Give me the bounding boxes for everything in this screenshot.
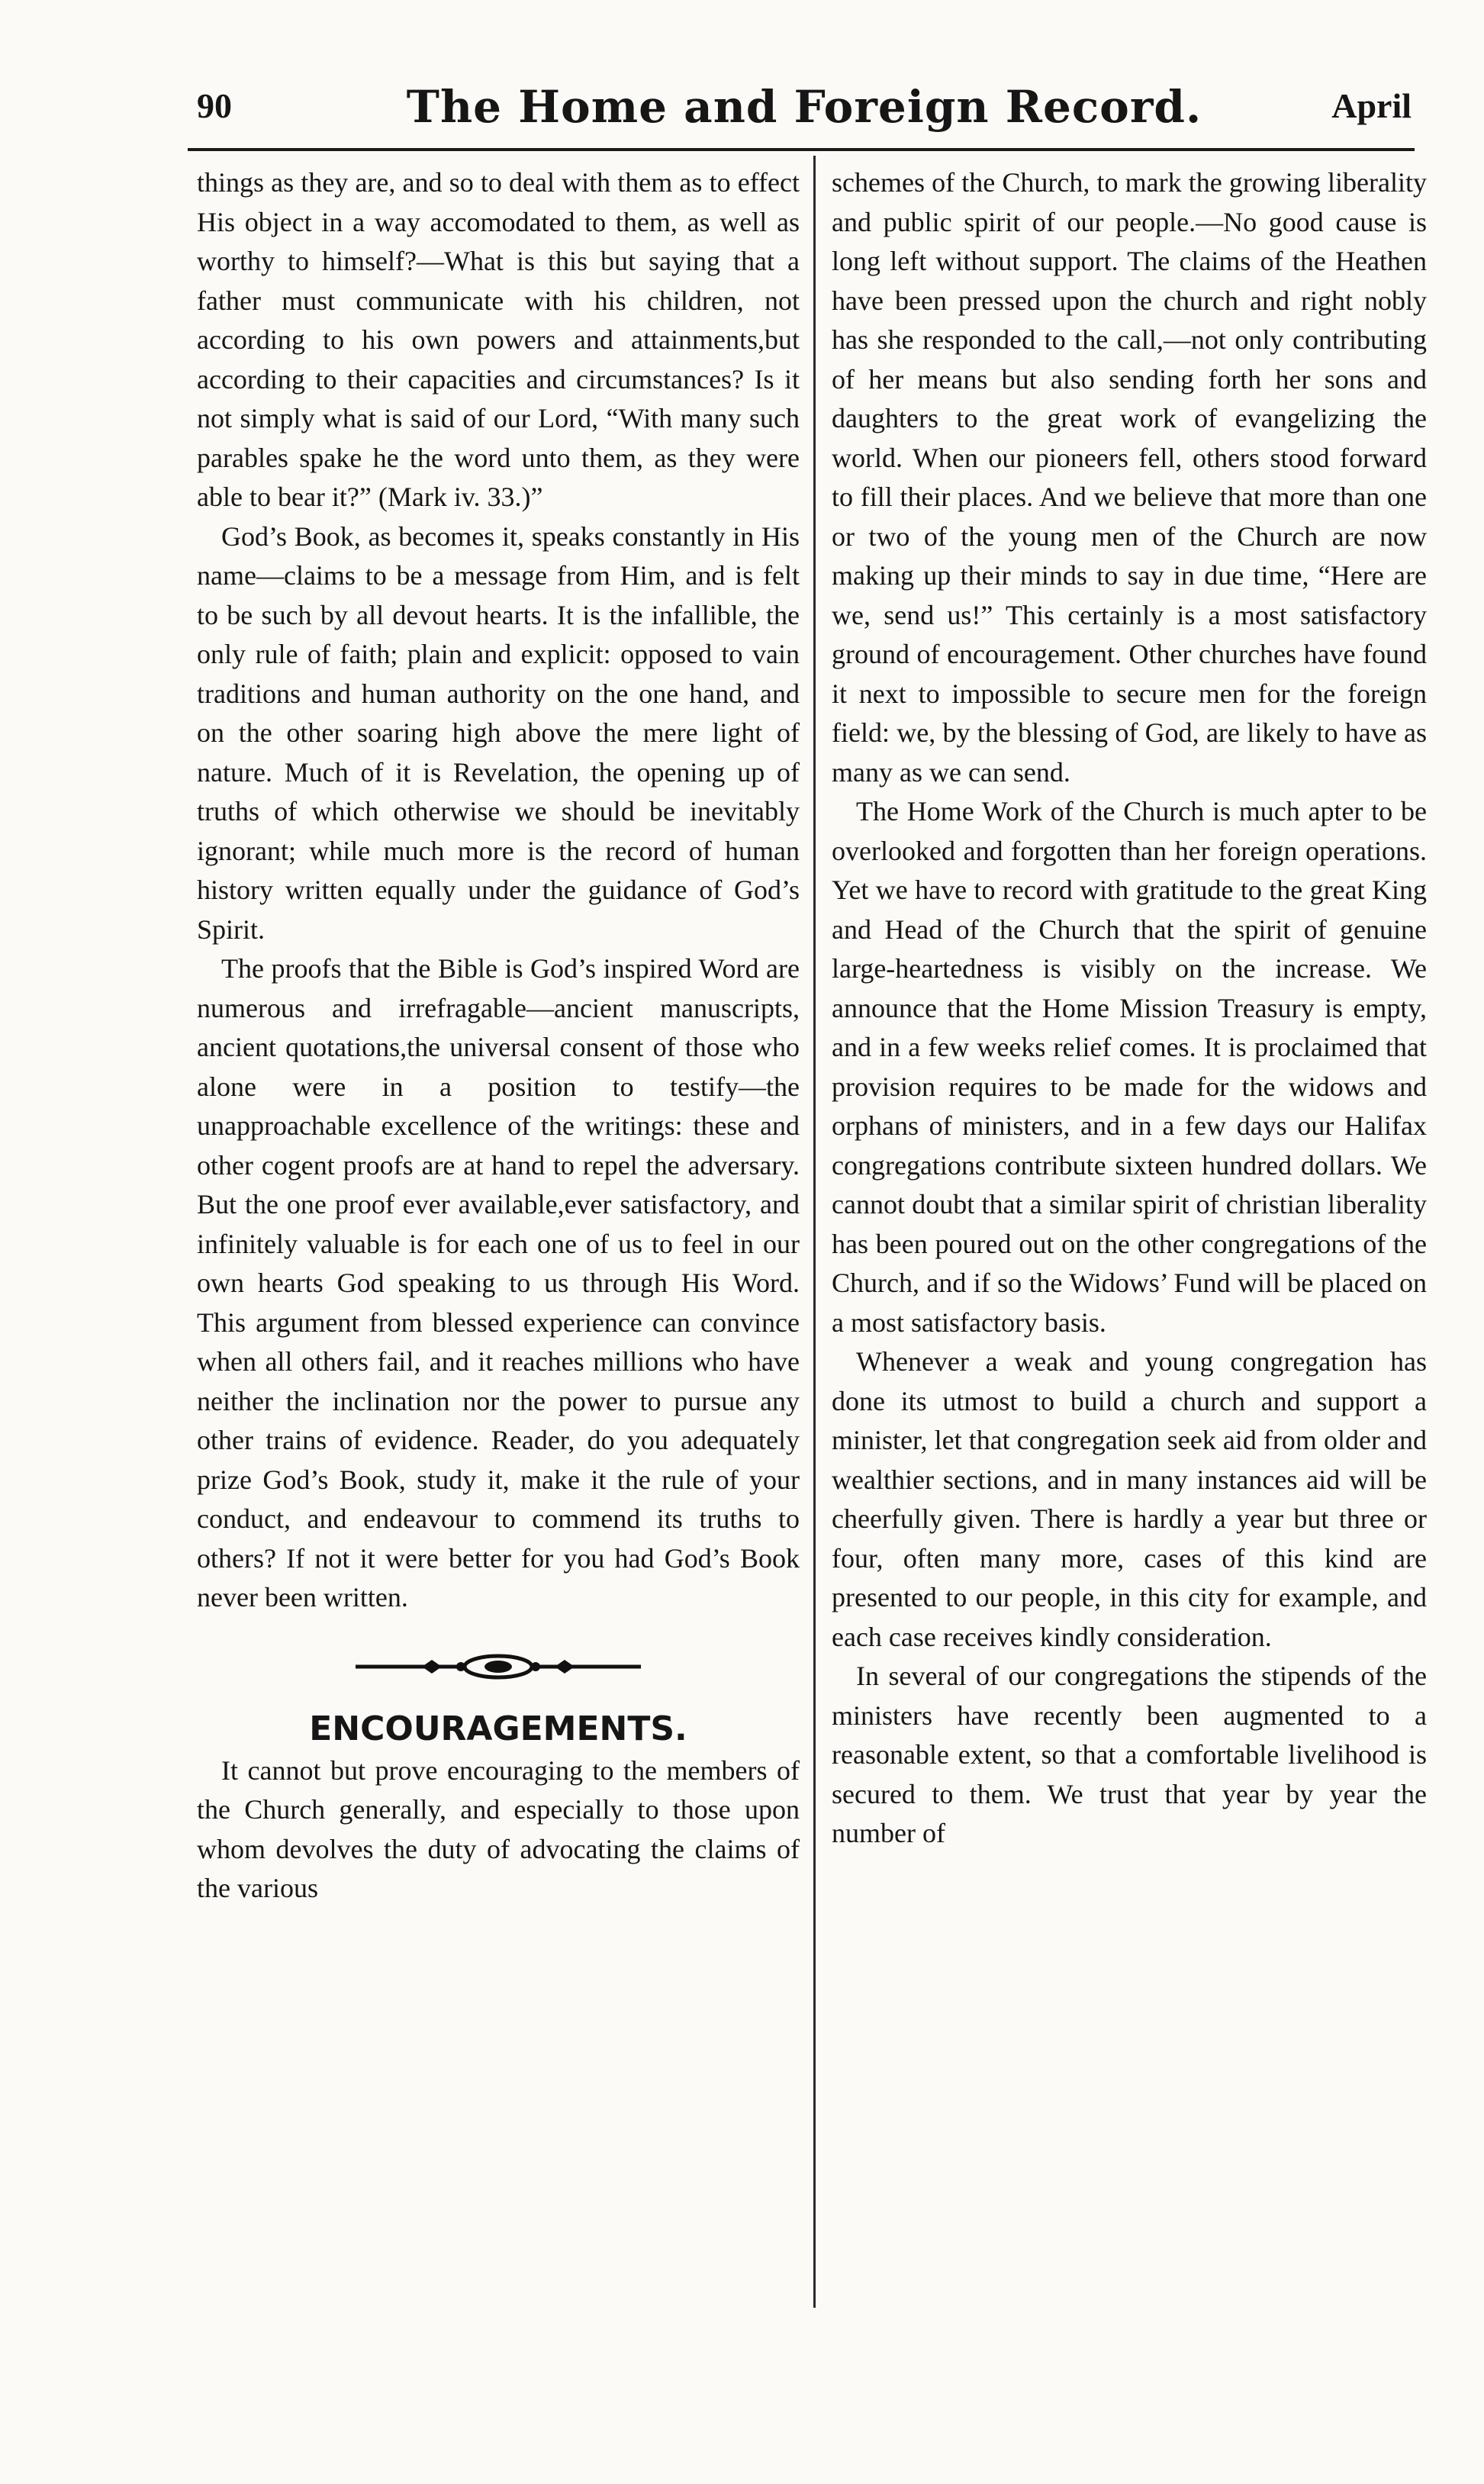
article-paragraph: Whenever a weak and young congregation has done its utmost to build a church and support a minister, let that congregation seek aid from older and wealthier sections, and in many instances aid will be cheerfully given. There is hardly a year but three or four, often many more, cases of this kind are presented to our people, in this city for example, and each case receives kindly consideration. — [832, 1346, 1427, 1652]
right-column — [832, 163, 1427, 1854]
running-title: The Home and Foreign Record. — [406, 81, 1202, 133]
article-paragraph: In several of our congregations the stipends of the ministers have recently been augmented to a reasonable extent, so that a comfortable livelihood is secured to them. We trust that year by year the number of — [832, 1661, 1427, 1848]
article-paragraph: The proofs that the Bible is God’s inspired Word are numerous and irrefragable—ancient manuscripts, ancient quotations,the universal consent of those who alone were in a position to testify—the unapproachable excellence of the writings: these and other cogent proofs are at hand to repel the adversary. But the one proof ever available,ever satisfactory, and infinitely valuable is for each one of us to feel in our own hearts God speaking to us through His Word. This argument from blessed experience can convince when all others fail, and it reaches millions who have neither the inclination nor the power to pursue any other trains of evidence. Reader, do you adequately prize God’s Book, study it, make it the rule of your conduct, and endeavour to commend its truths to others? If not it were better for you had God’s Book never been written. — [197, 953, 800, 1613]
article-paragraph: God’s Book, as becomes it, speaks constantly in His name—claims to be a message from Him, and is felt to be such by all devout hearts. It is the infallible, the only rule of faith; plain and explicit: opposed to vain traditions and human authority on the one hand, and on the other soaring high above the mere light of nature. Much of it is Revelation, the opening up of truths of which otherwise we should be inevitably ignorant; while much more is the record of human history written equally under the guidance of God’s Spirit. — [197, 520, 800, 945]
page-header — [197, 81, 1412, 147]
header-rule — [188, 148, 1415, 151]
ornament-divider-icon — [349, 1651, 647, 1682]
article-paragraph: It cannot but prove encouraging to the members of the Church generally, and especially to those upon whom devolves the duty of advocating the claims of the various — [197, 1754, 800, 1903]
page-month: April — [1331, 86, 1412, 125]
left-column — [197, 163, 800, 1909]
section-heading: ENCOURAGEMENTS. — [309, 1709, 687, 1748]
column-divider — [813, 156, 816, 2308]
article-paragraph: The Home Work of the Church is much apter to be overlooked and forgotten than her foreign operations. Yet we have to record with gratitude to the great King and Head of the Church that the spirit of genuine large-heartedness is visibly on the increase. We announce that the Home Mission Treasury is empty, and in a few weeks relief comes. It is proclaimed that provision requires to be made for the widows and orphans of ministers, and in a few days our Halifax congregations contribute sixteen hundred dollars. We cannot doubt that a similar spirit of christian liberality has been poured out on the other congregations of the Church, and if so the Widows’ Fund will be placed on a most satisfactory basis. — [832, 796, 1427, 1338]
article-paragraph: schemes of the Church, to mark the growing liberality and public spirit of our people.—No good cause is long left without support. The claims of the Heathen have been pressed upon the church and right nobly has she responded to the call,—not only contributing of her means but also sending forth her sons and daughters to the great work of evangelizing the world. When our pioneers fell, others stood forward to fill their places. And we believe that more than one or two of the young men of the Church are now making up their minds to say in due time, “Here are we, send us!” This certainly is a most satisfactory ground of encouragement. Other churches have found it next to impossible to secure men for the foreign field: we, by the blessing of God, are likely to have as many as we can send. — [832, 167, 1427, 788]
page-number: 90 — [197, 86, 232, 125]
ornament-divider — [197, 1651, 800, 1705]
article-paragraph: things as they are, and so to deal with them as to effect His object in a way accomodated to them, as well as worthy to himself?—What is this but saying that a father must communicate with his children, not according to his own powers and attainments,but according to their capacities and circumstances? Is it not simply what is said of our Lord, “With many such parables spake he the word unto them, as they were able to bear it?” (Mark iv. 33.)” — [197, 167, 800, 512]
